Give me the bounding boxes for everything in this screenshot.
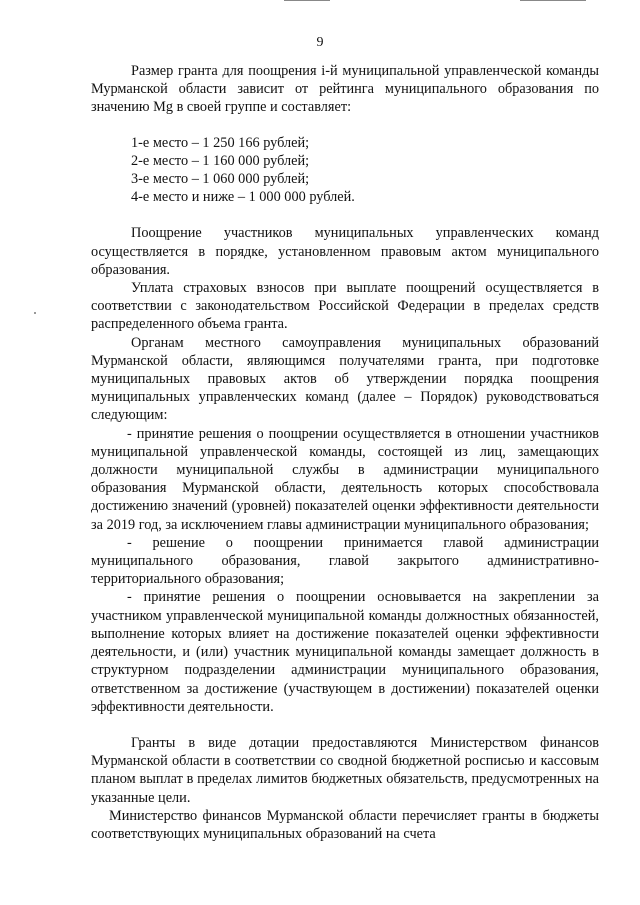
paragraph-incentive-procedure: Поощрение участников муниципальных управленческих команд осуществляется в порядке, установленном правовым актом муниципального образования. [91, 225, 599, 278]
place-list [131, 134, 599, 207]
spacer [91, 716, 599, 734]
scan-speck [34, 312, 36, 314]
paragraph-grant-size: Размер гранта для поощрения i-й муниципальной управленческой команды Мурманской области зависит от рейтинга муниципального образования по значению Mg в своей группе и составляет: [91, 63, 599, 116]
document-body [91, 62, 599, 843]
bullet-decision-maker: - решение о поощрении принимается главой администрации муниципального образования, главой закрытого административно-территориального образования; [91, 534, 599, 588]
bullet-decision-scope: - принятие решения о поощрении осуществляется в отношении участников муниципальной управленческой команды, состоящей из лиц, замещающих должности муниципальной службы в администрации муниципального образования Мурманской области, деятельность которых способствовала достижению значений (уровней) показателей оценки эффективности деятельности за 2019 год, за исключением главы администрации муниципального образования; [91, 425, 599, 533]
place-item: 4-е место и ниже – 1 000 000 рублей. [131, 189, 355, 206]
place-item: 1-е место – 1 250 166 рублей; [131, 134, 310, 151]
paragraph-local-authorities: Органам местного самоуправления муниципальных образований Мурманской области, являющимся получателями гранта, при подготовке муниципальных правовых актов об утверждении порядка поощрения муниципальных управленческих команд (далее – Порядок) руководствоваться следующим: [91, 334, 599, 424]
paragraph-insurance: Уплата страховых взносов при выплате поощрений осуществляется в соответствии с законодательством Российской Федерации в пределах средств распределенного объема гранта. [91, 280, 599, 333]
place-item: 3-е место – 1 060 000 рублей; [131, 171, 310, 188]
place-item: 2-е место – 1 160 000 рублей; [131, 152, 310, 169]
top-rule-right [520, 0, 586, 1]
bullet-decision-basis: - принятие решения о поощрении основывается на закреплении за участником управленческой муниципальной команды должностных обязанностей, выполнение которых влияет на достижение показателей оценки эффективности деятельности, и (или) участник муниципальной команды замещает должность в структурном подразделении администрации муниципального образования, ответственном за достижение (участвующем в достижении) показателей оценки эффективности деятельности. [91, 589, 599, 715]
paragraph-ministry-transfer: Министерство финансов Мурманской области перечисляет гранты в бюджеты соответствующих муниципальных образований на счета [91, 807, 599, 842]
top-rule-left [284, 0, 330, 1]
paragraph-grants-subsidy: Гранты в виде дотации предоставляются Министерством финансов Мурманской области в соответствии со сводной бюджетной росписью и кассовым планом выплат в пределах лимитов бюджетных обязательств, предусмотренных на указанные цели. [91, 734, 599, 806]
page-number: 9 [316, 35, 324, 50]
